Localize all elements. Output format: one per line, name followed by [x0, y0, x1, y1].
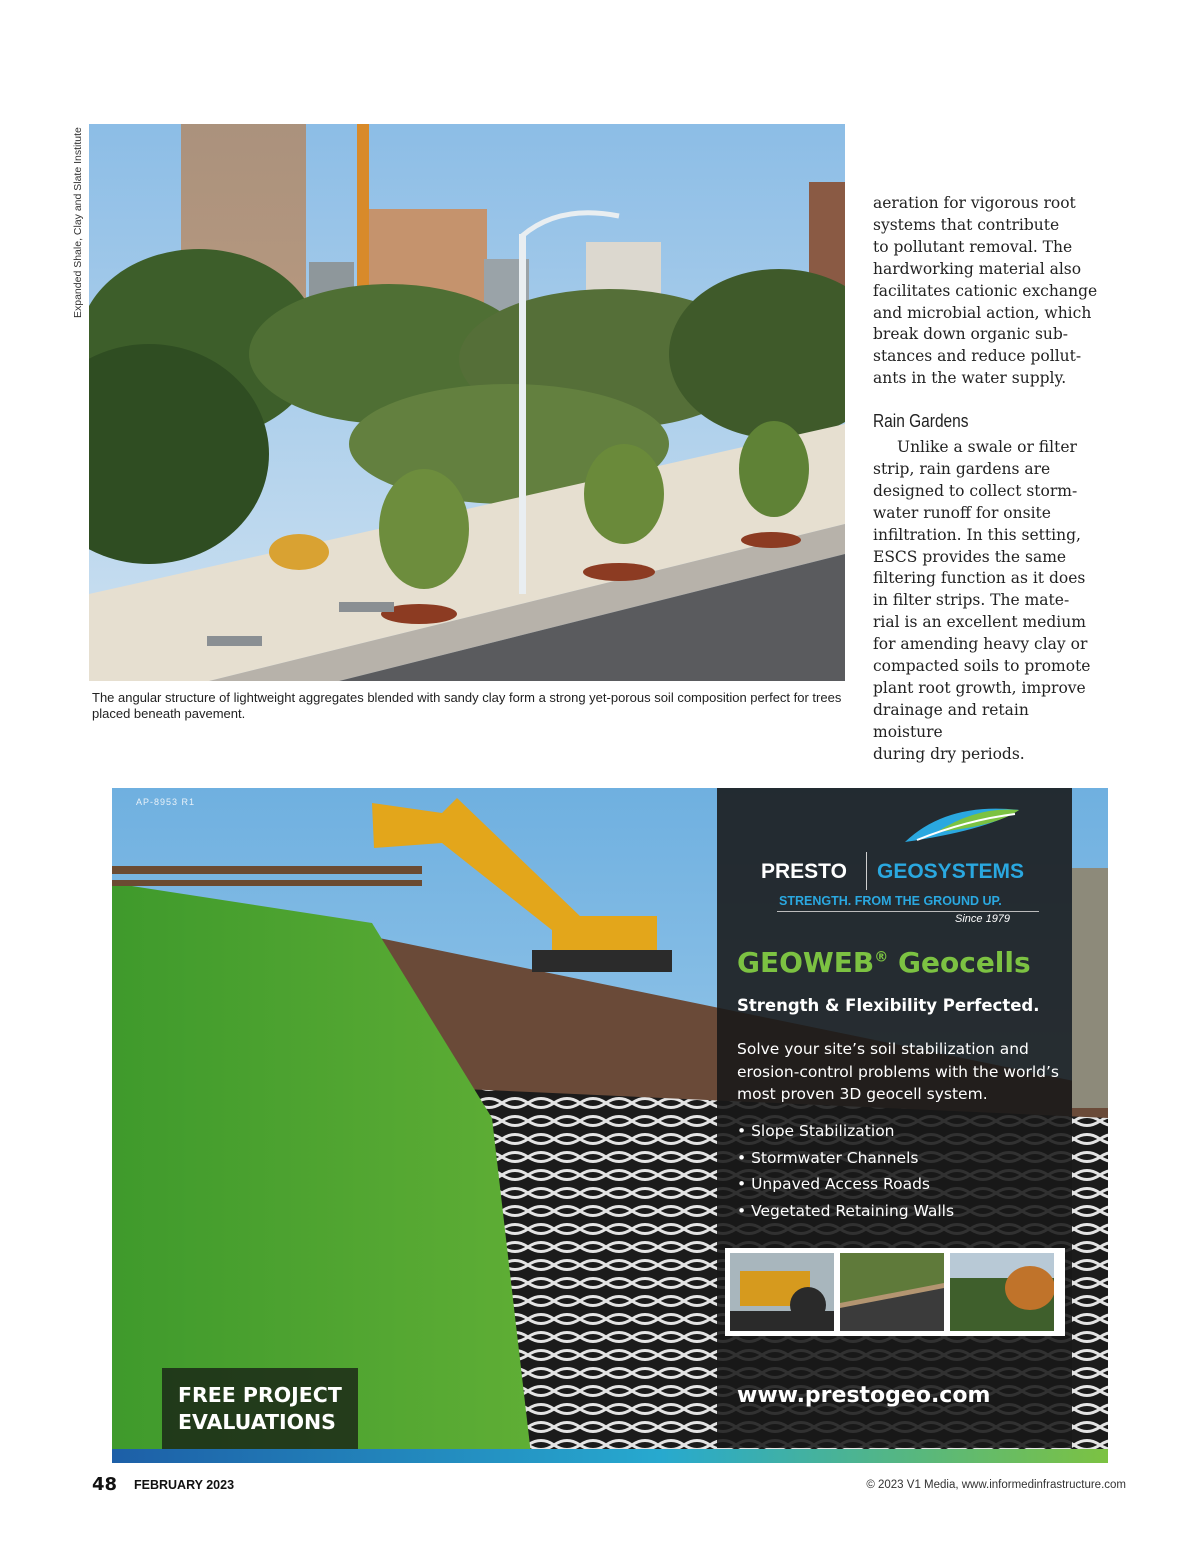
copyright-notice: © 2023 V1 Media, www.informedinfrastructure.com: [866, 1479, 1126, 1491]
article-line: facilitates cationic exchange: [873, 281, 1098, 300]
list-item: • Slope Stabilization: [737, 1122, 895, 1140]
photo-credit: Expanded Shale, Clay and Slate Institute: [72, 127, 84, 318]
loader-thumbnail: [730, 1253, 834, 1331]
ad-color-bar: [112, 1449, 1108, 1463]
ad-subheadline: Strength & Flexibility Perfected.: [737, 996, 1040, 1015]
logo-geosystems: GEOSYSTEMS: [877, 860, 1025, 883]
badge-text: [178, 1382, 342, 1436]
ad-body-text: Solve your site’s soil stabilization and erosion-control problems with the world’s most proven 3D geocell system.: [737, 1040, 1059, 1103]
headline-brand: GEOWEB: [737, 946, 875, 979]
tagline-rule: [777, 911, 1039, 912]
loader-image-icon: [730, 1253, 834, 1331]
page-number: 48: [92, 1474, 118, 1495]
ad-headline: [737, 946, 1031, 979]
ad-url-link[interactable]: www.prestogeo.com: [737, 1383, 991, 1408]
article-line: to pollutant removal. The: [873, 237, 1073, 256]
article-line: filtering function as it does: [873, 569, 1086, 588]
article-line: in filter strips. The mate-: [873, 591, 1070, 610]
article-line: ants in the water supply.: [873, 369, 1067, 388]
headline-product: Geocells: [888, 946, 1031, 979]
article-line: and microbial action, which: [873, 303, 1092, 322]
article-line: designed to collect storm-: [873, 481, 1078, 500]
article-paragraph-1: [873, 193, 1103, 390]
article-line: stances and reduce pollut-: [873, 347, 1082, 366]
article-line: systems that contribute: [873, 215, 1060, 234]
article-line: break down organic sub-: [873, 325, 1069, 344]
article-line: water runoff for onsite: [873, 503, 1051, 522]
registered-mark: ®: [874, 949, 889, 966]
slope-image-icon: [840, 1253, 944, 1331]
badge-line-2: EVALUATIONS: [178, 1410, 336, 1434]
list-item: • Unpaved Access Roads: [737, 1175, 931, 1193]
wall-image-icon: [950, 1253, 1054, 1331]
logo-presto: PRESTO: [761, 860, 847, 883]
article-line: hardworking material also: [873, 259, 1082, 278]
ad-code: AP-8953 R1: [136, 797, 196, 807]
presto-geosystems-ad[interactable]: [112, 788, 1108, 1463]
issue-date: FEBRUARY 2023: [134, 1478, 235, 1492]
photo-caption: The angular structure of lightweight aggregates blended with sandy clay form a strong yet-porous soil composition perfect for trees placed beneath pavement.: [92, 690, 842, 721]
photo-strip: [725, 1248, 1065, 1336]
article-line: Unlike a swale or filter: [897, 438, 1077, 456]
leaf-logo-icon: [897, 802, 1027, 848]
badge-line-1: FREE PROJECT: [178, 1383, 342, 1407]
article-line: aeration for vigorous root: [873, 194, 1076, 212]
free-evaluations-badge: [162, 1368, 358, 1460]
article-line: for amending heavy clay or: [873, 635, 1088, 654]
article-line: ESCS provides the same: [873, 547, 1067, 566]
article-paragraph-2: [873, 437, 1103, 766]
logo-since: Since 1979: [955, 913, 1011, 925]
article-line: during dry periods.: [873, 744, 1025, 763]
article-line: rial is an excellent medium: [873, 613, 1086, 632]
feature-list: [737, 1118, 954, 1224]
logo-tagline: STRENGTH. FROM THE GROUND UP.: [779, 894, 1002, 908]
street-photo: [89, 124, 845, 681]
article-line: strip, rain gardens are: [873, 459, 1051, 478]
article-line: plant root growth, improve: [873, 678, 1086, 697]
article-line: compacted soils to promote: [873, 657, 1091, 676]
logo-divider: [866, 852, 867, 890]
section-heading: Rain Gardens: [873, 411, 969, 431]
list-item: • Stormwater Channels: [737, 1148, 919, 1167]
article-line: drainage and retain moisture: [873, 700, 1029, 741]
list-item: • Vegetated Retaining Walls: [737, 1201, 955, 1220]
wall-thumbnail: [950, 1253, 1054, 1331]
ad-info-panel: [717, 788, 1072, 1448]
slope-thumbnail: [840, 1253, 944, 1331]
article-line: infiltration. In this setting,: [873, 525, 1081, 544]
